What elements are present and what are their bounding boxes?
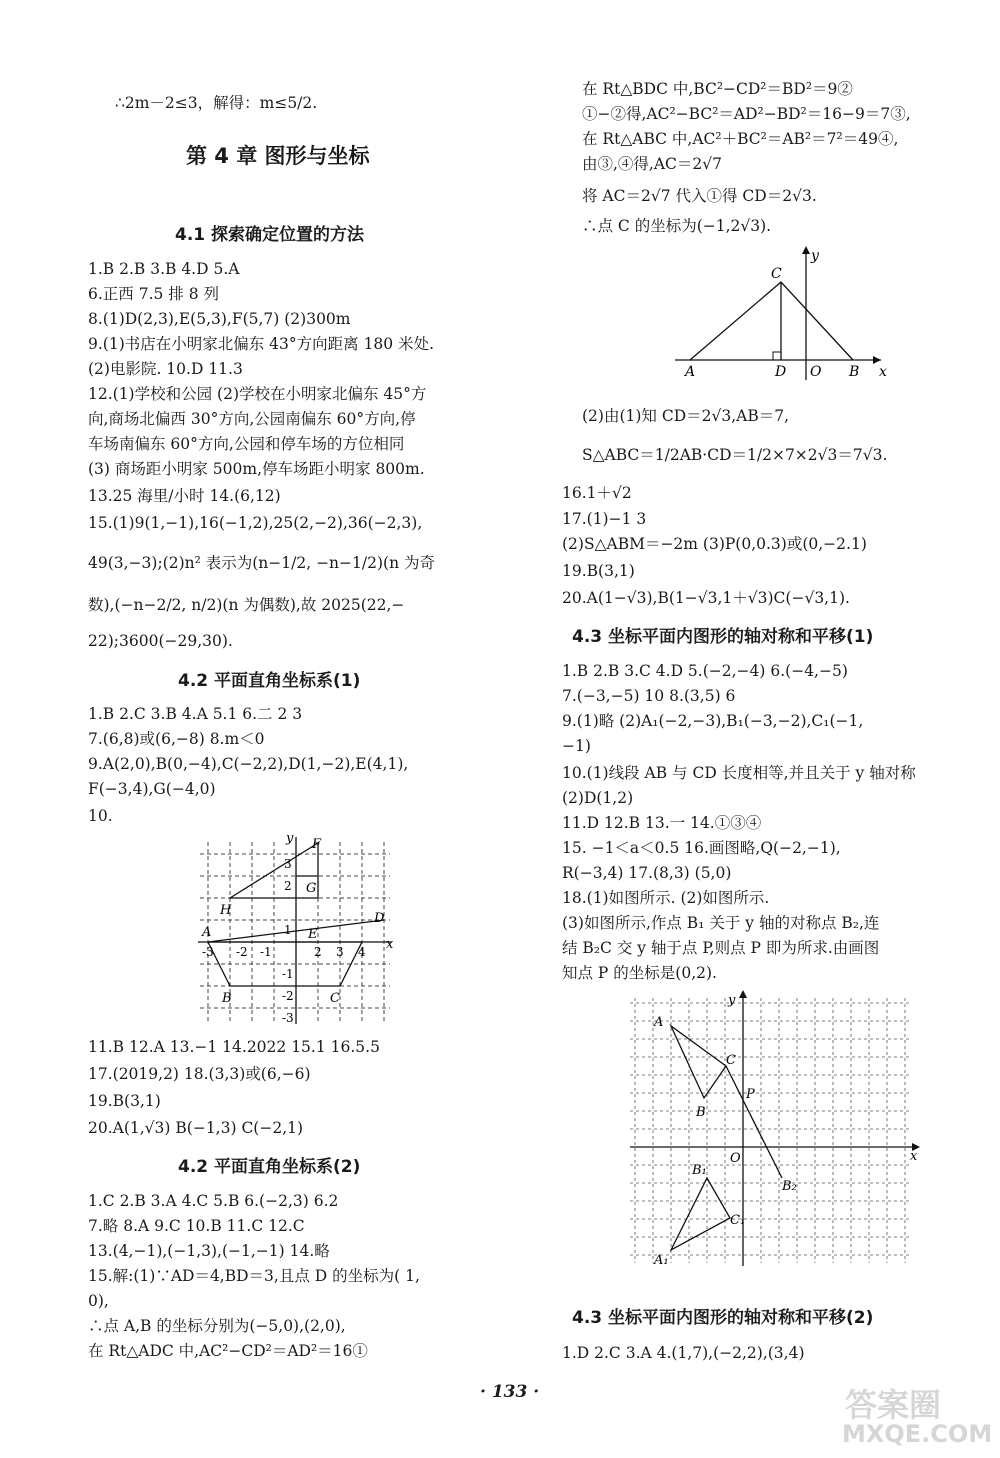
s42a-line: F(−3,4),G(−4,0) [88, 780, 216, 798]
chapter-title: 第 4 章 图形与坐标 [186, 144, 370, 168]
label-D: D [775, 364, 787, 380]
r-top-line: 由③,④得,AC＝2√7 [582, 155, 723, 173]
s43b-line: 1.D 2.C 3.A 4.(1,7),(−2,2),(3,4) [562, 1344, 805, 1362]
r-mid-line: (2)由(1)知 CD＝2√3,AB＝7, [582, 407, 790, 425]
s42a-line: 20.A(1,√3) B(−1,3) C(−2,1) [88, 1119, 304, 1137]
label-G: G [306, 881, 317, 896]
s42a-line: 9.A(2,0),B(0,−4),C(−2,2),D(1,−2),E(4,1), [88, 755, 409, 773]
s41-line: 1.B 2.B 3.B 4.D 5.A [88, 260, 240, 278]
figure-grid-reflection [610, 988, 925, 1273]
s41-line: 车场南偏东 60°方向,公园和停车场的方位相同 [88, 435, 405, 453]
s41-line: 9.(1)书店在小明家北偏东 43°方向距离 180 米处. [88, 335, 435, 353]
label-B1: B₁ [692, 1163, 707, 1178]
s43a-line: 9.(1)略 (2)A₁(−2,−3),B₁(−3,−2),C₁(−1, [562, 712, 864, 730]
r-top-line: 在 Rt△BDC 中,BC²−CD²＝BD²＝9② [582, 80, 853, 98]
r-mid-line: 19.B(3,1) [562, 562, 635, 580]
label-B2: B₂ [782, 1179, 797, 1194]
r-mid-line: 20.A(1−√3),B(1−√3,1＋√3)C(−√3,1). [562, 589, 850, 607]
s41-line: 15.(1)9(1,−1),16(−1,2),25(2,−2),36(−2,3), [88, 514, 423, 532]
r-mid-line: (2)S△ABM＝−2m (3)P(0,0.3)或(0,−2.1) [562, 535, 867, 553]
s41-line: 13.25 海里/小时 14.(6,12) [88, 487, 281, 505]
triangle-A1B1C1 [671, 1178, 730, 1250]
s41-line: 22);3600(−29,30). [88, 632, 233, 650]
label-y: y [728, 993, 736, 1008]
label-A: A [202, 925, 212, 940]
label-O: O [730, 1151, 741, 1166]
label-x: x [386, 937, 394, 952]
watermark-logo: 答案圈 [845, 1386, 942, 1424]
label-D: D [374, 911, 385, 926]
s42b-line: 15.解:(1)∵AD＝4,BD＝3,且点 D 的坐标为( 1, [88, 1267, 420, 1285]
s43a-line: −1) [562, 737, 591, 755]
section-4-3b-title: 4.3 坐标平面内图形的轴对称和平移(2) [572, 1308, 874, 1328]
tick-2: 2 [314, 945, 322, 959]
s43a-line: 15. −1＜a＜0.5 16.画图略,Q(−2,−1), [562, 839, 841, 857]
label-A: A [685, 364, 696, 380]
tick-m1: -1 [260, 945, 272, 959]
section-4-2a-title: 4.2 平面直角坐标系(1) [178, 671, 361, 691]
s42b-line: 1.C 2.B 3.A 4.C 5.B 6.(−2,3) 6.2 [88, 1192, 339, 1210]
label-x: x [910, 1149, 918, 1164]
s42a-line: 7.(6,8)或(6,−8) 8.m＜0 [88, 730, 265, 748]
tick-4: 4 [358, 945, 366, 959]
s42b-line: 7.略 8.A 9.C 10.B 11.C 12.C [88, 1217, 305, 1235]
s41-line: 49(3,−3);(2)n² 表示为(n−1/2, −n−1/2)(n 为奇 [88, 554, 435, 572]
section-4-3a-title: 4.3 坐标平面内图形的轴对称和平移(1) [572, 627, 874, 647]
section-4-2b-title: 4.2 平面直角坐标系(2) [178, 1157, 361, 1177]
s42a-line: 10. [88, 807, 113, 825]
s42b-line: 在 Rt△ADC 中,AC²−CD²＝AD²＝16① [88, 1342, 368, 1360]
s43a-line: 18.(1)如图所示. (2)如图所示. [562, 889, 770, 907]
s41-line: 6.正西 7.5 排 8 列 [88, 285, 220, 303]
label-C1: C₁ [730, 1213, 746, 1228]
s42a-line: 11.B 12.A 13.−1 14.2022 15.1 16.5.5 [88, 1038, 380, 1056]
tick-3: 3 [336, 945, 344, 959]
tick-1: 1 [284, 923, 292, 937]
s41-line: 数),(−n−2/2, n/2)(n 为偶数),故 2025(22,− [88, 596, 405, 614]
triangle-ABC [671, 1026, 726, 1098]
label-B: B [222, 991, 232, 1006]
s43a-line: 结 B₂C 交 y 轴于点 P,则点 P 即为所求.由画图 [562, 939, 880, 957]
page-number: · 133 · [480, 1382, 540, 1402]
s42a-line: 1.B 2.C 3.B 4.A 5.1 6.二 2 3 [88, 705, 303, 723]
label-B: B [696, 1105, 706, 1120]
s41-line: (2)电影院. 10.D 11.3 [88, 360, 243, 378]
label-P: P [746, 1087, 755, 1102]
s43a-line: 10.(1)线段 AB 与 CD 长度相等,并且关于 y 轴对称 [562, 764, 916, 782]
r-top-line: ①−②得,AC²−BC²＝AD²−BD²＝16−9＝7③, [582, 105, 911, 123]
s43a-line: (3)如图所示,作点 B₁ 关于 y 轴的对称点 B₂,连 [562, 914, 880, 932]
figure-grid-polygon [190, 832, 400, 1027]
figure-triangle-ABC [665, 240, 915, 390]
s43a-line: 7.(−3,−5) 10 8.(3,5) 6 [562, 687, 736, 705]
tick-ym1: -1 [282, 967, 294, 981]
r-mid-line: S△ABC＝1/2AB·CD＝1/2×7×2√3＝7√3. [582, 446, 888, 464]
r-mid-line: 16.1＋√2 [562, 484, 632, 502]
label-A: A [654, 1015, 664, 1030]
s41-line: 向,商场北偏西 30°方向,公园南偏东 60°方向,停 [88, 410, 416, 428]
label-C: C [726, 1053, 736, 1068]
tick-m3: -3 [202, 945, 214, 959]
s42b-line: 0), [88, 1292, 109, 1310]
label-O: O [810, 364, 822, 380]
s42b-line: 13.(4,−1),(−1,3),(−1,−1) 14.略 [88, 1242, 330, 1260]
triangle-sides [690, 282, 853, 360]
s43a-line: (2)D(1,2) [562, 789, 634, 807]
r-top-line: 将 AC＝2√7 代入①得 CD＝2√3. [582, 187, 817, 205]
s43a-line: 1.B 2.B 3.C 4.D 5.(−2,−4) 6.(−4,−5) [562, 662, 848, 680]
s43a-line: 11.D 12.B 13.一 14.①③④ [562, 814, 762, 832]
tick-ym2: -2 [282, 989, 294, 1003]
s43a-line: 知点 P 的坐标是(0,2). [562, 964, 717, 982]
tick-y2: 2 [284, 879, 292, 893]
r-top-line: ∴点 C 的坐标为(−1,2√3). [582, 217, 772, 235]
watermark-url: MXQE.COM [842, 1420, 993, 1448]
s43a-line: R(−3,4) 17.(8,3) (5,0) [562, 864, 732, 882]
s42b-line: ∴点 A,B 的坐标分别为(−5,0),(2,0), [88, 1317, 346, 1335]
label-F: F [312, 837, 322, 852]
r-mid-line: 17.(1)−1 3 [562, 510, 647, 528]
label-H: H [220, 903, 232, 918]
s41-line: 12.(1)学校和公园 (2)学校在小明家北偏东 45°方 [88, 385, 427, 403]
label-E: E [308, 927, 318, 942]
label-B: B [849, 364, 860, 380]
label-y: y [286, 832, 294, 846]
label-A1: A₁ [654, 1253, 669, 1268]
label-C: C [771, 266, 782, 282]
label-y: y [811, 248, 819, 264]
tick-m2: -2 [236, 945, 248, 959]
tick-y3: 3 [284, 857, 292, 871]
label-x: x [879, 364, 887, 380]
tick-ym3: -3 [282, 1011, 294, 1025]
section-4-1-title: 4.1 探索确定位置的方法 [175, 225, 365, 245]
line-intro: ∴2m－2≤3，解得：m≤5/2. [115, 94, 318, 112]
r-top-line: 在 Rt△ABC 中,AC²＋BC²＝AB²＝7²＝49④, [582, 130, 899, 148]
s42a-line: 17.(2019,2) 18.(3,3)或(6,−6) [88, 1065, 311, 1083]
label-C: C [330, 991, 340, 1006]
s41-line: 8.(1)D(2,3),E(5,3),F(5,7) (2)300m [88, 310, 351, 328]
s42a-line: 19.B(3,1) [88, 1092, 161, 1110]
s41-line: (3) 商场距小明家 500m,停车场距小明家 800m. [88, 460, 425, 478]
